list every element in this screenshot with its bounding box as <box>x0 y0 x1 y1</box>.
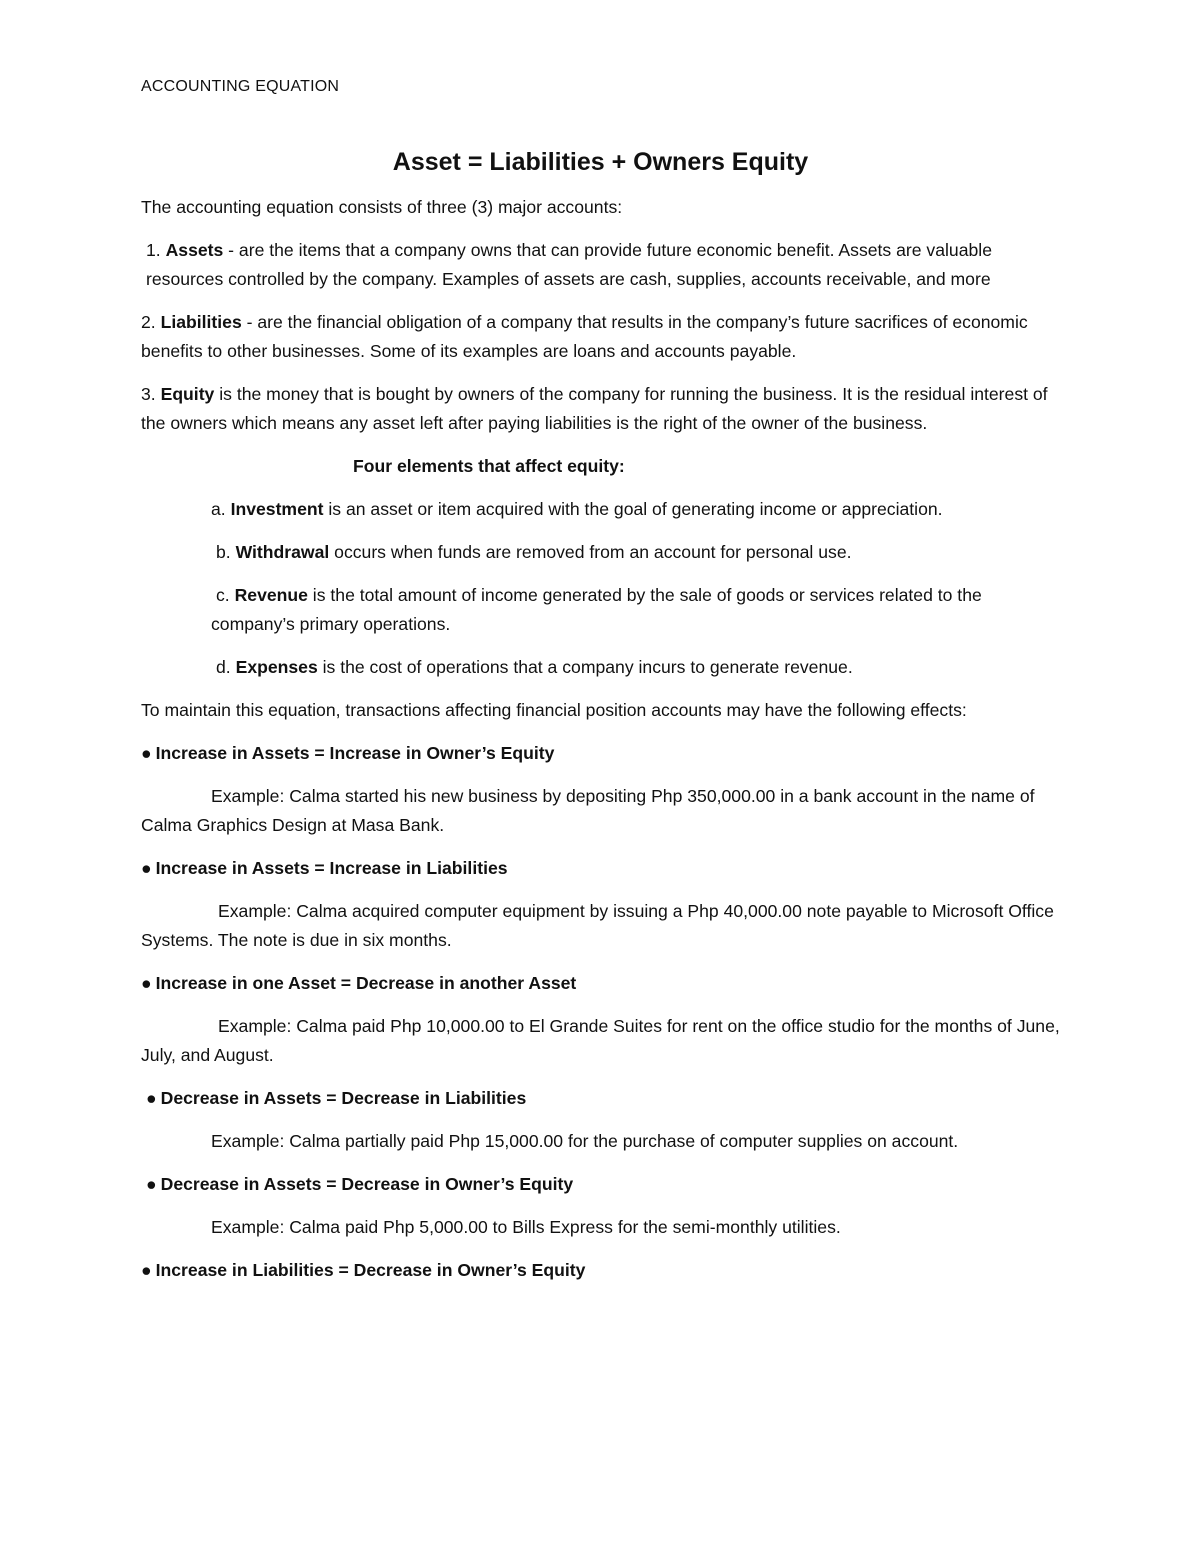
account-description: is the money that is bought by owners of the company for running the business. It is the residual interest of the owners which means any asset left after paying liabilities is the right of the owner of the business. <box>141 384 1048 433</box>
effect-example-5: Example: Calma paid Php 5,000.00 to Bills Express for the semi-monthly utilities. <box>211 1217 841 1237</box>
element-letter: b. <box>216 542 231 562</box>
element-item-withdrawal <box>141 538 1060 567</box>
element-term: Expenses <box>235 657 318 677</box>
element-letter: d. <box>216 657 231 677</box>
bullet-icon: ● <box>146 1174 157 1194</box>
account-item-assets <box>141 236 1060 294</box>
effect-example-3: Example: Calma paid Php 10,000.00 to El Grande Suites for rent on the office studio for the months of June, July, and August. <box>141 1016 1060 1065</box>
account-number: 3. <box>141 384 156 404</box>
element-description: is the cost of operations that a company incurs to generate revenue. <box>317 657 853 677</box>
intro-paragraph: The accounting equation consists of three (3) major accounts: <box>141 197 623 217</box>
element-description: occurs when funds are removed from an account for personal use. <box>329 542 852 562</box>
account-description: - are the items that a company owns that can provide future economic benefit. Assets are valuable resources controlled by the company. Examples of assets are cash, supplies, accounts receivable, and more <box>146 240 992 289</box>
effect-rule-4 <box>141 1084 1060 1113</box>
element-letter: a. <box>211 499 226 519</box>
element-description: is an asset or item acquired with the goal of generating income or appreciation. <box>323 499 943 519</box>
effect-rule-text: Increase in Liabilities = Decrease in Owner’s Equity <box>155 1260 586 1280</box>
account-term: Liabilities <box>160 312 242 332</box>
document-title: Asset = Liabilities + Owners Equity <box>392 148 809 176</box>
element-term: Withdrawal <box>235 542 330 562</box>
effect-rule-6 <box>141 1256 1060 1285</box>
element-term: Investment <box>230 499 324 519</box>
account-term: Assets <box>165 240 224 260</box>
effect-example-4: Example: Calma partially paid Php 15,000.00 for the purchase of computer supplies on account. <box>211 1131 959 1151</box>
element-item-revenue <box>141 581 1060 639</box>
effect-example-2: Example: Calma acquired computer equipment by issuing a Php 40,000.00 note payable to Microsoft Office Systems. The note is due in six months. <box>141 901 1054 950</box>
bullet-icon: ● <box>141 1260 152 1280</box>
effect-rule-2 <box>141 854 1060 883</box>
effect-rule-text: Increase in Assets = Increase in Owner’s Equity <box>155 743 555 763</box>
element-term: Revenue <box>234 585 308 605</box>
effect-example-1: Example: Calma started his new business by depositing Php 350,000.00 in a bank account in the name of Calma Graphics Design at Masa Bank. <box>141 786 1035 835</box>
effect-rule-text: Increase in one Asset = Decrease in another Asset <box>155 973 577 993</box>
effect-rule-3 <box>141 969 1060 998</box>
effect-rule-text: Increase in Assets = Increase in Liabilities <box>155 858 508 878</box>
elements-heading: Four elements that affect equity: <box>353 456 625 476</box>
effect-rule-5 <box>141 1170 1060 1199</box>
bullet-icon: ● <box>141 858 152 878</box>
account-number: 2. <box>141 312 156 332</box>
element-description: is the total amount of income generated by the sale of goods or services related to the company’s primary operations. <box>211 585 982 634</box>
bullet-icon: ● <box>141 743 152 763</box>
element-letter: c. <box>216 585 230 605</box>
account-description: - are the financial obligation of a company that results in the company’s future sacrifices of economic benefits to other businesses. Some of its examples are loans and accounts payable. <box>141 312 1028 361</box>
element-item-investment <box>141 495 1060 524</box>
account-number: 1. <box>146 240 161 260</box>
element-item-expenses <box>141 653 1060 682</box>
document-header: ACCOUNTING EQUATION <box>141 78 340 95</box>
account-item-liabilities <box>141 308 1060 366</box>
effect-rule-text: Decrease in Assets = Decrease in Owner’s Equity <box>160 1174 574 1194</box>
bullet-icon: ● <box>141 973 152 993</box>
account-term: Equity <box>160 384 215 404</box>
effect-rule-1 <box>141 739 1060 768</box>
effect-rule-text: Decrease in Assets = Decrease in Liabilities <box>160 1088 527 1108</box>
bullet-icon: ● <box>146 1088 157 1108</box>
effects-intro-paragraph: To maintain this equation, transactions affecting financial position accounts may have the following effects: <box>141 700 967 720</box>
account-item-equity <box>141 380 1060 438</box>
